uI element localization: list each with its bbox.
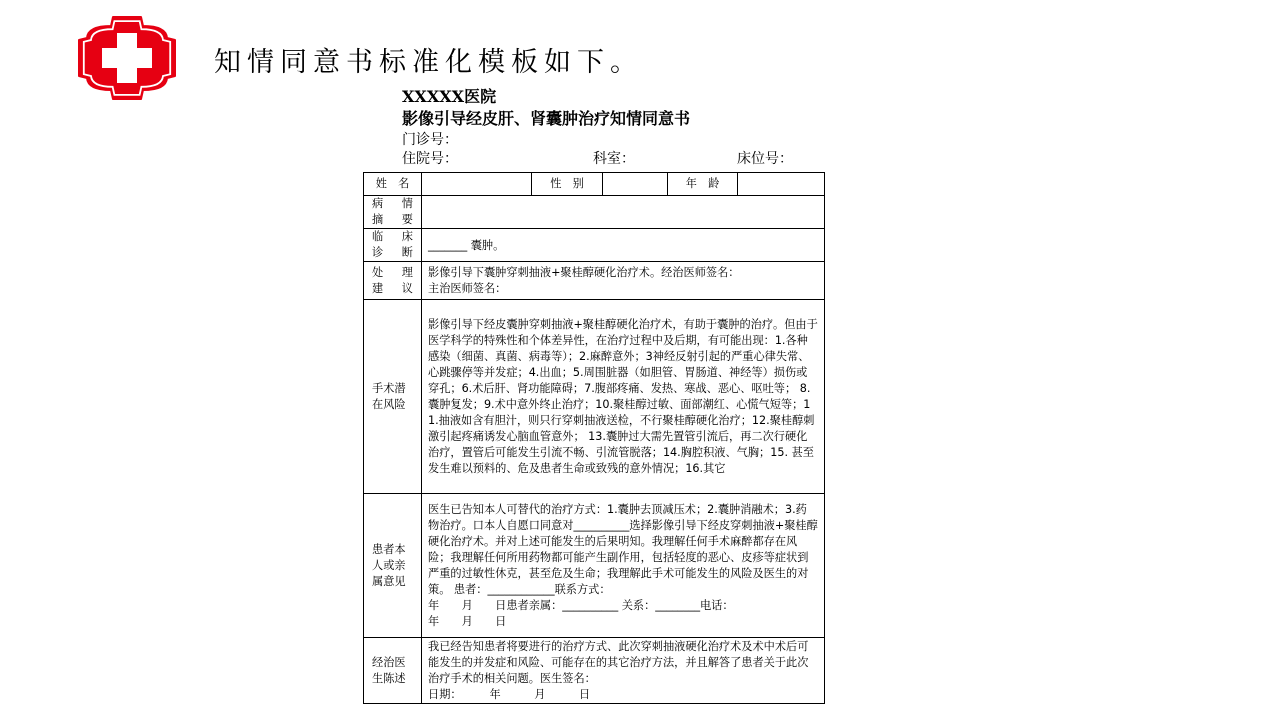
risk-row xyxy=(364,300,825,494)
name-value xyxy=(422,173,532,196)
department-label: 科室： xyxy=(593,151,635,167)
gender-label: 性 别 xyxy=(532,173,603,196)
outpatient-number-label: 门诊号： xyxy=(402,132,458,148)
doctor-statement-label: 经治医生陈述 xyxy=(364,638,422,704)
patient-info-row xyxy=(364,173,825,196)
patient-opinion-text: 医生已告知本人可替代的治疗方式：1.囊肿去顶减压术；2.囊肿消融术；3.药物治疗。口本人自愿口同意对__________选择影像引导下经皮穿刺抽液+聚桂醇硬化治疗术。并对上述可能发生的后果明知。我理解任何手术麻醉都存在风险；我理解任何所用药物都可能产生副作用，包括轻度的恶心、皮疹等症状到严重的过敏性休克，甚至危及生命；我理解此手术可能发生的风险及医生的对策。 患者：____________联系方式： xyxy=(428,503,818,596)
diagnosis-value: _______ 囊肿。 xyxy=(422,229,825,262)
summary-label: 病 情 摘 要 xyxy=(364,196,422,229)
diagnosis-label: 临 床 诊 断 xyxy=(364,229,422,262)
patient-opinion-row xyxy=(364,494,825,638)
diagnosis-row xyxy=(364,229,825,262)
patient-opinion-value xyxy=(422,494,825,638)
risk-text: 影像引导下经皮囊肿穿刺抽液+聚桂醇硬化治疗术，有助于囊肿的治疗。但由于医学科学的特殊性和个体差异性，在治疗过程中及后期，有可能出现：1.各种感染（细菌、真菌、病毒等）；2.麻醉意外；3神经反射引起的严重心律失常、心跳骤停等并发症；4.出血；5.周围脏器（如胆管、胃肠道、神经等）损伤或穿孔；6.术后肝、肾功能障碍；7.腹部疼痛、发热、寒战、恶心、呕吐等； 8.囊肿复发；9.术中意外终止治疗；10.聚桂醇过敏、面部潮红、心慌气短等；11.抽液如含有胆汁，则只行穿刺抽液送检，不行聚桂醇硬化治疗；12.聚桂醇刺激引起疼痛诱发心脑血管意外； 13.囊肿过大需先置管引流后，再二次行硬化治疗，置管后可能发生引流不畅、引流管脱落；14.胸腔积液、气胸；15. 甚至发生难以预料的、危及患者生命或致残的意外情况；16.其它 xyxy=(422,300,825,494)
suggestion-row xyxy=(364,262,825,300)
patient-date-line: 年 月 日 xyxy=(428,615,507,628)
age-value xyxy=(738,173,825,196)
summary-value xyxy=(422,196,825,229)
consent-form-table xyxy=(363,172,825,704)
suggestion-label: 处 理 建 议 xyxy=(364,262,422,300)
doctor-statement-text: 我已经告知患者将要进行的治疗方式、此次穿刺抽液硬化治疗术及术中术后可能发生的并发症和风险、可能存在的其它治疗方法，并且解答了患者关于此次治疗手术的相关问题。医生签名： xyxy=(428,640,809,685)
hospital-name: XXXXX医院 xyxy=(402,87,497,106)
form-title: 影像引导经皮肝、肾囊肿治疗知情同意书 xyxy=(402,109,691,128)
suggestion-line-2: 主治医师签名： xyxy=(428,282,507,295)
inpatient-number-label: 住院号： xyxy=(402,151,458,167)
red-cross-logo xyxy=(76,14,178,102)
summary-row xyxy=(364,196,825,229)
gender-value xyxy=(603,173,668,196)
patient-sign-line: 年 月 日患者亲属：__________ 关系：________电话： xyxy=(428,599,734,612)
patient-opinion-label: 患者本人或亲属意见 xyxy=(364,494,422,638)
suggestion-value xyxy=(422,262,825,300)
doctor-date-line: 日期： 年 月 日 xyxy=(428,688,591,701)
risk-label: 手术潜在风险 xyxy=(364,300,422,494)
doctor-statement-row xyxy=(364,638,825,704)
slide-title: 知情同意书标准化模板如下。 xyxy=(214,47,643,78)
doctor-statement-value xyxy=(422,638,825,704)
bed-number-label: 床位号： xyxy=(737,151,793,167)
age-label: 年 龄 xyxy=(668,173,738,196)
name-label: 姓 名 xyxy=(364,173,422,196)
suggestion-line-1: 影像引导下囊肿穿刺抽液+聚桂醇硬化治疗术。经治医师签名： xyxy=(428,266,740,279)
